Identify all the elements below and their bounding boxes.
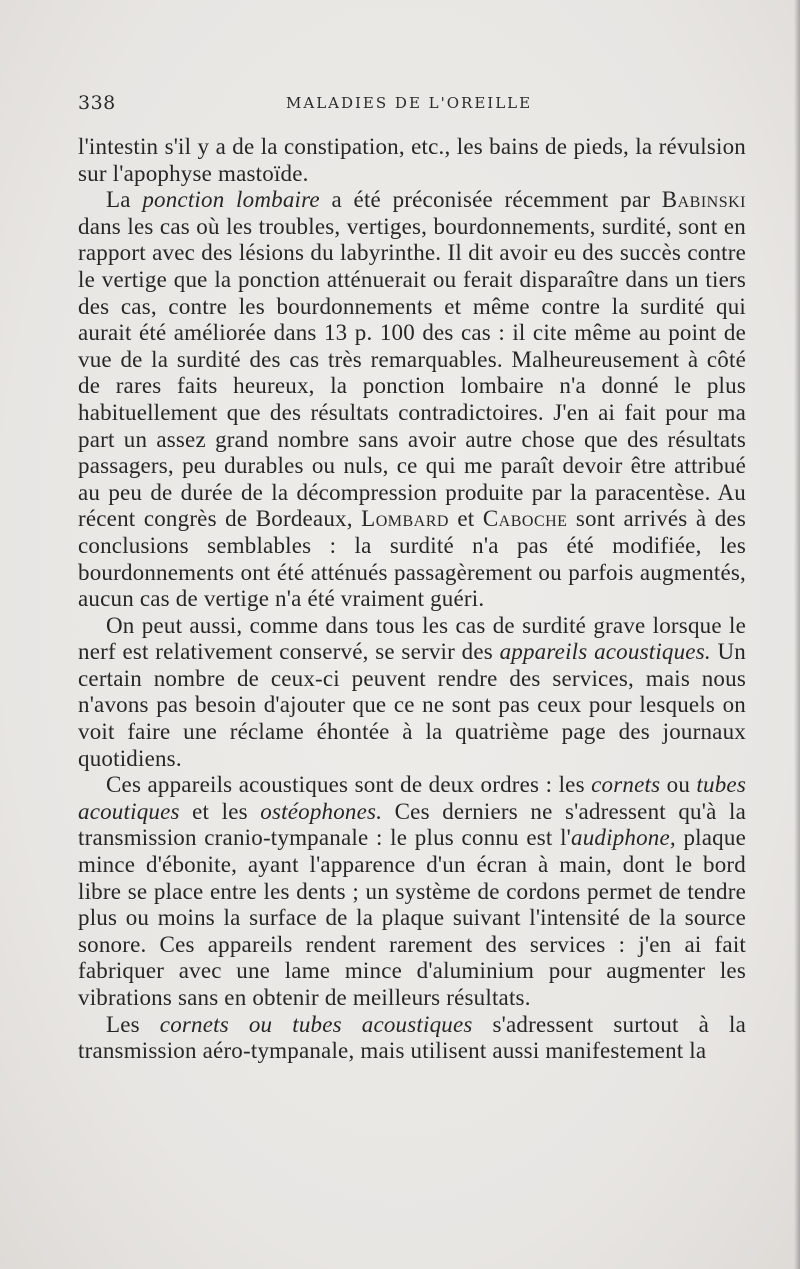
italic-term-ponction-lombaire: ponction lombaire (142, 187, 320, 213)
text-run: plaque mince d'ébonite, ayant l'apparence d'un écran à main, dont le bord libre se place entre les dents ; un système de cordons permet de tendre plus ou moins la surface de la plaque suivant l'intensité de la source sonore. Ces appareils rendent rarement des services : j'en ai fait fabriquer avec une lame mince d'aluminium pour augmenter les vibrations sans en obtenir de meilleurs résultats. (78, 825, 746, 1010)
body-text (78, 134, 746, 1065)
italic-term-cornets-ou-tubes: cornets ou tubes acoustiques (159, 1011, 473, 1037)
author-caboche: Caboche (482, 506, 568, 532)
text-run: et les (179, 798, 261, 824)
text-run: On peut aussi, comme dans tous les cas de surdité grave lorsque le nerf est relativement conservé, se servir des (78, 612, 746, 665)
text-run: Un certain nombre de ceux-ci peuvent rendre des services, mais nous n'avons pas besoin d'ajouter que ce ne sont pas ceux pour lesquels on voit faire une réclame éhontée à la quatrième page des journaux quotidiens. (78, 639, 746, 771)
author-babinski: Babinski (661, 187, 747, 213)
running-title: MALADIES DE L'OREILLE (286, 94, 533, 112)
italic-term-appareils-acoustiques: appareils acoustiques. (499, 639, 711, 665)
text-run: sont arrivés à des conclusions semblables : la surdité n'a pas été modifiée, les bourdonnements ont été atténués passagèrement ou parfois augmentés, aucun cas de vertige n'a été vraiment guéri. (78, 506, 746, 612)
text-run: et (448, 506, 483, 532)
paragraph-5 (78, 1012, 746, 1065)
italic-term-cornets: cornets (591, 772, 661, 798)
text-run: a été préconisée récemment par (319, 187, 662, 213)
text-run: La (106, 187, 143, 213)
text-run: dans les cas où les troubles, vertiges, bourdonnements, surdité, sont en rapport avec des lésions du labyrinthe. Il dit avoir eu des succès contre le vertige que la ponction atténuerait ou ferait disparaître dans un tiers des cas, contre les bourdonnements et même contre la surdité qui aurait été améliorée dans 13 p. 100 des cas : il cite même au point de vue de la surdité des cas très remarquables. Malheureusement à côté de rares faits heureux, la ponction lombaire n'a donné le plus habituellement que des résultats contradictoires. J'en ai fait pour ma part un assez grand nombre sans avoir autre chose que des résultats passagers, peu durables ou nuls, ce qui me paraît devoir être attribué au peu de durée de la décompression produite par la paracentèse. Au récent congrès de Bordeaux, (78, 213, 746, 532)
text-run: Les (106, 1011, 160, 1037)
italic-term-osteophones: ostéophones. (260, 798, 383, 824)
text-run: Ces derniers ne s'adressent qu'à la transmission cranio-tympanale : le plus connu est l' (78, 798, 746, 851)
paragraph-1 (78, 134, 746, 187)
italic-term-tubes-acoutiques: tubes acoutiques (78, 772, 746, 824)
italic-term-audiphone: audiphone, (571, 825, 676, 851)
paragraph-4 (78, 772, 746, 1011)
page-header (78, 92, 738, 120)
page-number: 338 (78, 92, 116, 114)
paragraph-2 (78, 187, 746, 613)
text-run: Ces appareils acoustiques sont de deux ordres : les (106, 772, 592, 798)
paragraph-3 (78, 613, 746, 773)
paragraph-1-text: l'intestin s'il y a de la constipation, etc., les bains de pieds, la révulsion sur l'apophyse mastoïde. (78, 134, 746, 186)
page-edge-shadow (794, 0, 800, 1269)
text-run: ou (660, 772, 697, 798)
author-lombard: Lombard (361, 506, 449, 532)
text-run: s'adressent surtout à la transmission aéro-tympanale, mais utilisent aussi manifestement la (78, 1011, 746, 1064)
